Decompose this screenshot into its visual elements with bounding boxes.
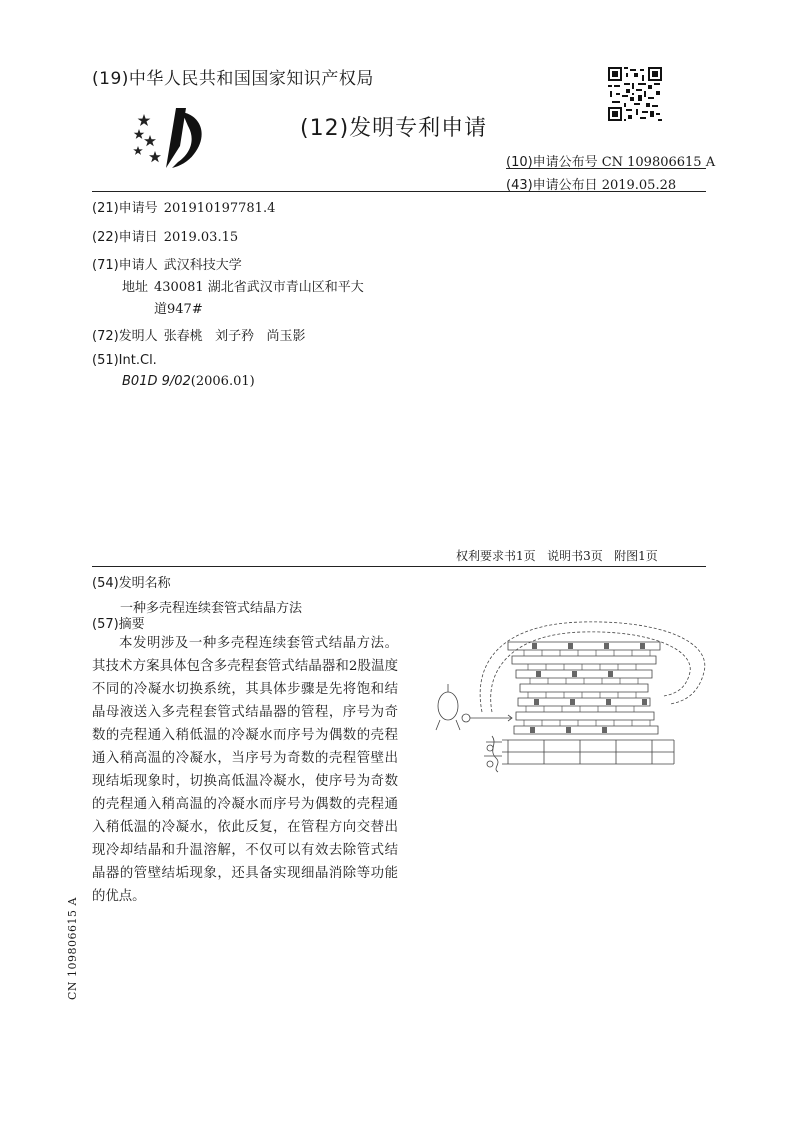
applicant: 武汉科技大学 [163, 258, 242, 273]
inventors-row [92, 325, 305, 344]
page-counts: 权利要求书1页 说明书3页 附图1页 [456, 549, 658, 563]
divider [92, 191, 706, 192]
publication-number: CN 109806615 A [601, 155, 716, 170]
publication-date: 2019.05.28 [601, 178, 677, 193]
qr-code [608, 67, 662, 121]
invention-title-label-row [92, 572, 171, 591]
divider [506, 168, 706, 169]
divider [92, 566, 706, 567]
address-line-2: 道947# [154, 302, 203, 317]
inventors-label: (72)发明人 [92, 329, 158, 344]
applicant-label: (71)申请人 [92, 258, 158, 273]
side-publication-number: CN 109806615 A [66, 897, 79, 1000]
address-continued-row [154, 298, 203, 317]
publication-date-label: (43)申请公布日 [506, 178, 598, 193]
abstract-label: (57)摘要 [92, 617, 145, 632]
application-number: 201910197781.4 [163, 201, 276, 216]
ipc-label-row [92, 353, 157, 368]
abstract-drawing [412, 612, 712, 802]
ipc-label: (51)Int.Cl. [92, 353, 157, 368]
invention-title-label: (54)发明名称 [92, 576, 171, 591]
office-title: (19)中华人民共和国国家知识产权局 [92, 69, 374, 89]
document-type: (12)发明专利申请 [300, 116, 488, 141]
filing-date-row [92, 226, 238, 245]
ipc-row [122, 374, 255, 389]
abstract-text: 本发明涉及一种多壳程连续套管式结晶方法。其技术方案具体包含多壳程套管式结晶器和2股温度不同的冷凝水切换系统，其具体步骤是先将饱和结晶母液送入多壳程套管式结晶器的管程，序号为奇数的壳程通入稍低温的冷凝水而序号为偶数的壳程通入稍高温的冷凝水，当序号为奇数的壳程管壁出现结垢现象时，切换高低温冷凝水，使序号为奇数的壳程通入稍高温的冷凝水而序号为偶数的壳程通入稍低温的冷凝水，依此反复，在管程方向交替出现冷却结晶和升温溶解，不仅可以有效去除管式结晶器的管壁结垢现象，还具备实现细晶消除等功能的优点。 [92, 636, 398, 904]
application-number-row [92, 197, 275, 216]
abstract-label-row [92, 613, 145, 632]
address-line-1: 430081 湖北省武汉市青山区和平大 [154, 280, 364, 295]
address-label: 地址 [122, 280, 149, 295]
application-number-label: (21)申请号 [92, 201, 158, 216]
publication-number-label: (10)申请公布号 [506, 155, 598, 170]
applicant-row [92, 254, 242, 273]
invention-title: 一种多壳程连续套管式结晶方法 [120, 601, 303, 616]
filing-date: 2019.03.15 [163, 230, 239, 245]
ipc-version: (2006.01) [190, 374, 255, 389]
cnipa-logo [130, 106, 214, 172]
ipc-code: B01D 9/02 [122, 374, 191, 389]
address-row [122, 276, 364, 295]
filing-date-label: (22)申请日 [92, 230, 158, 245]
inventors: 张春桃 刘子矜 尚玉影 [163, 329, 306, 344]
